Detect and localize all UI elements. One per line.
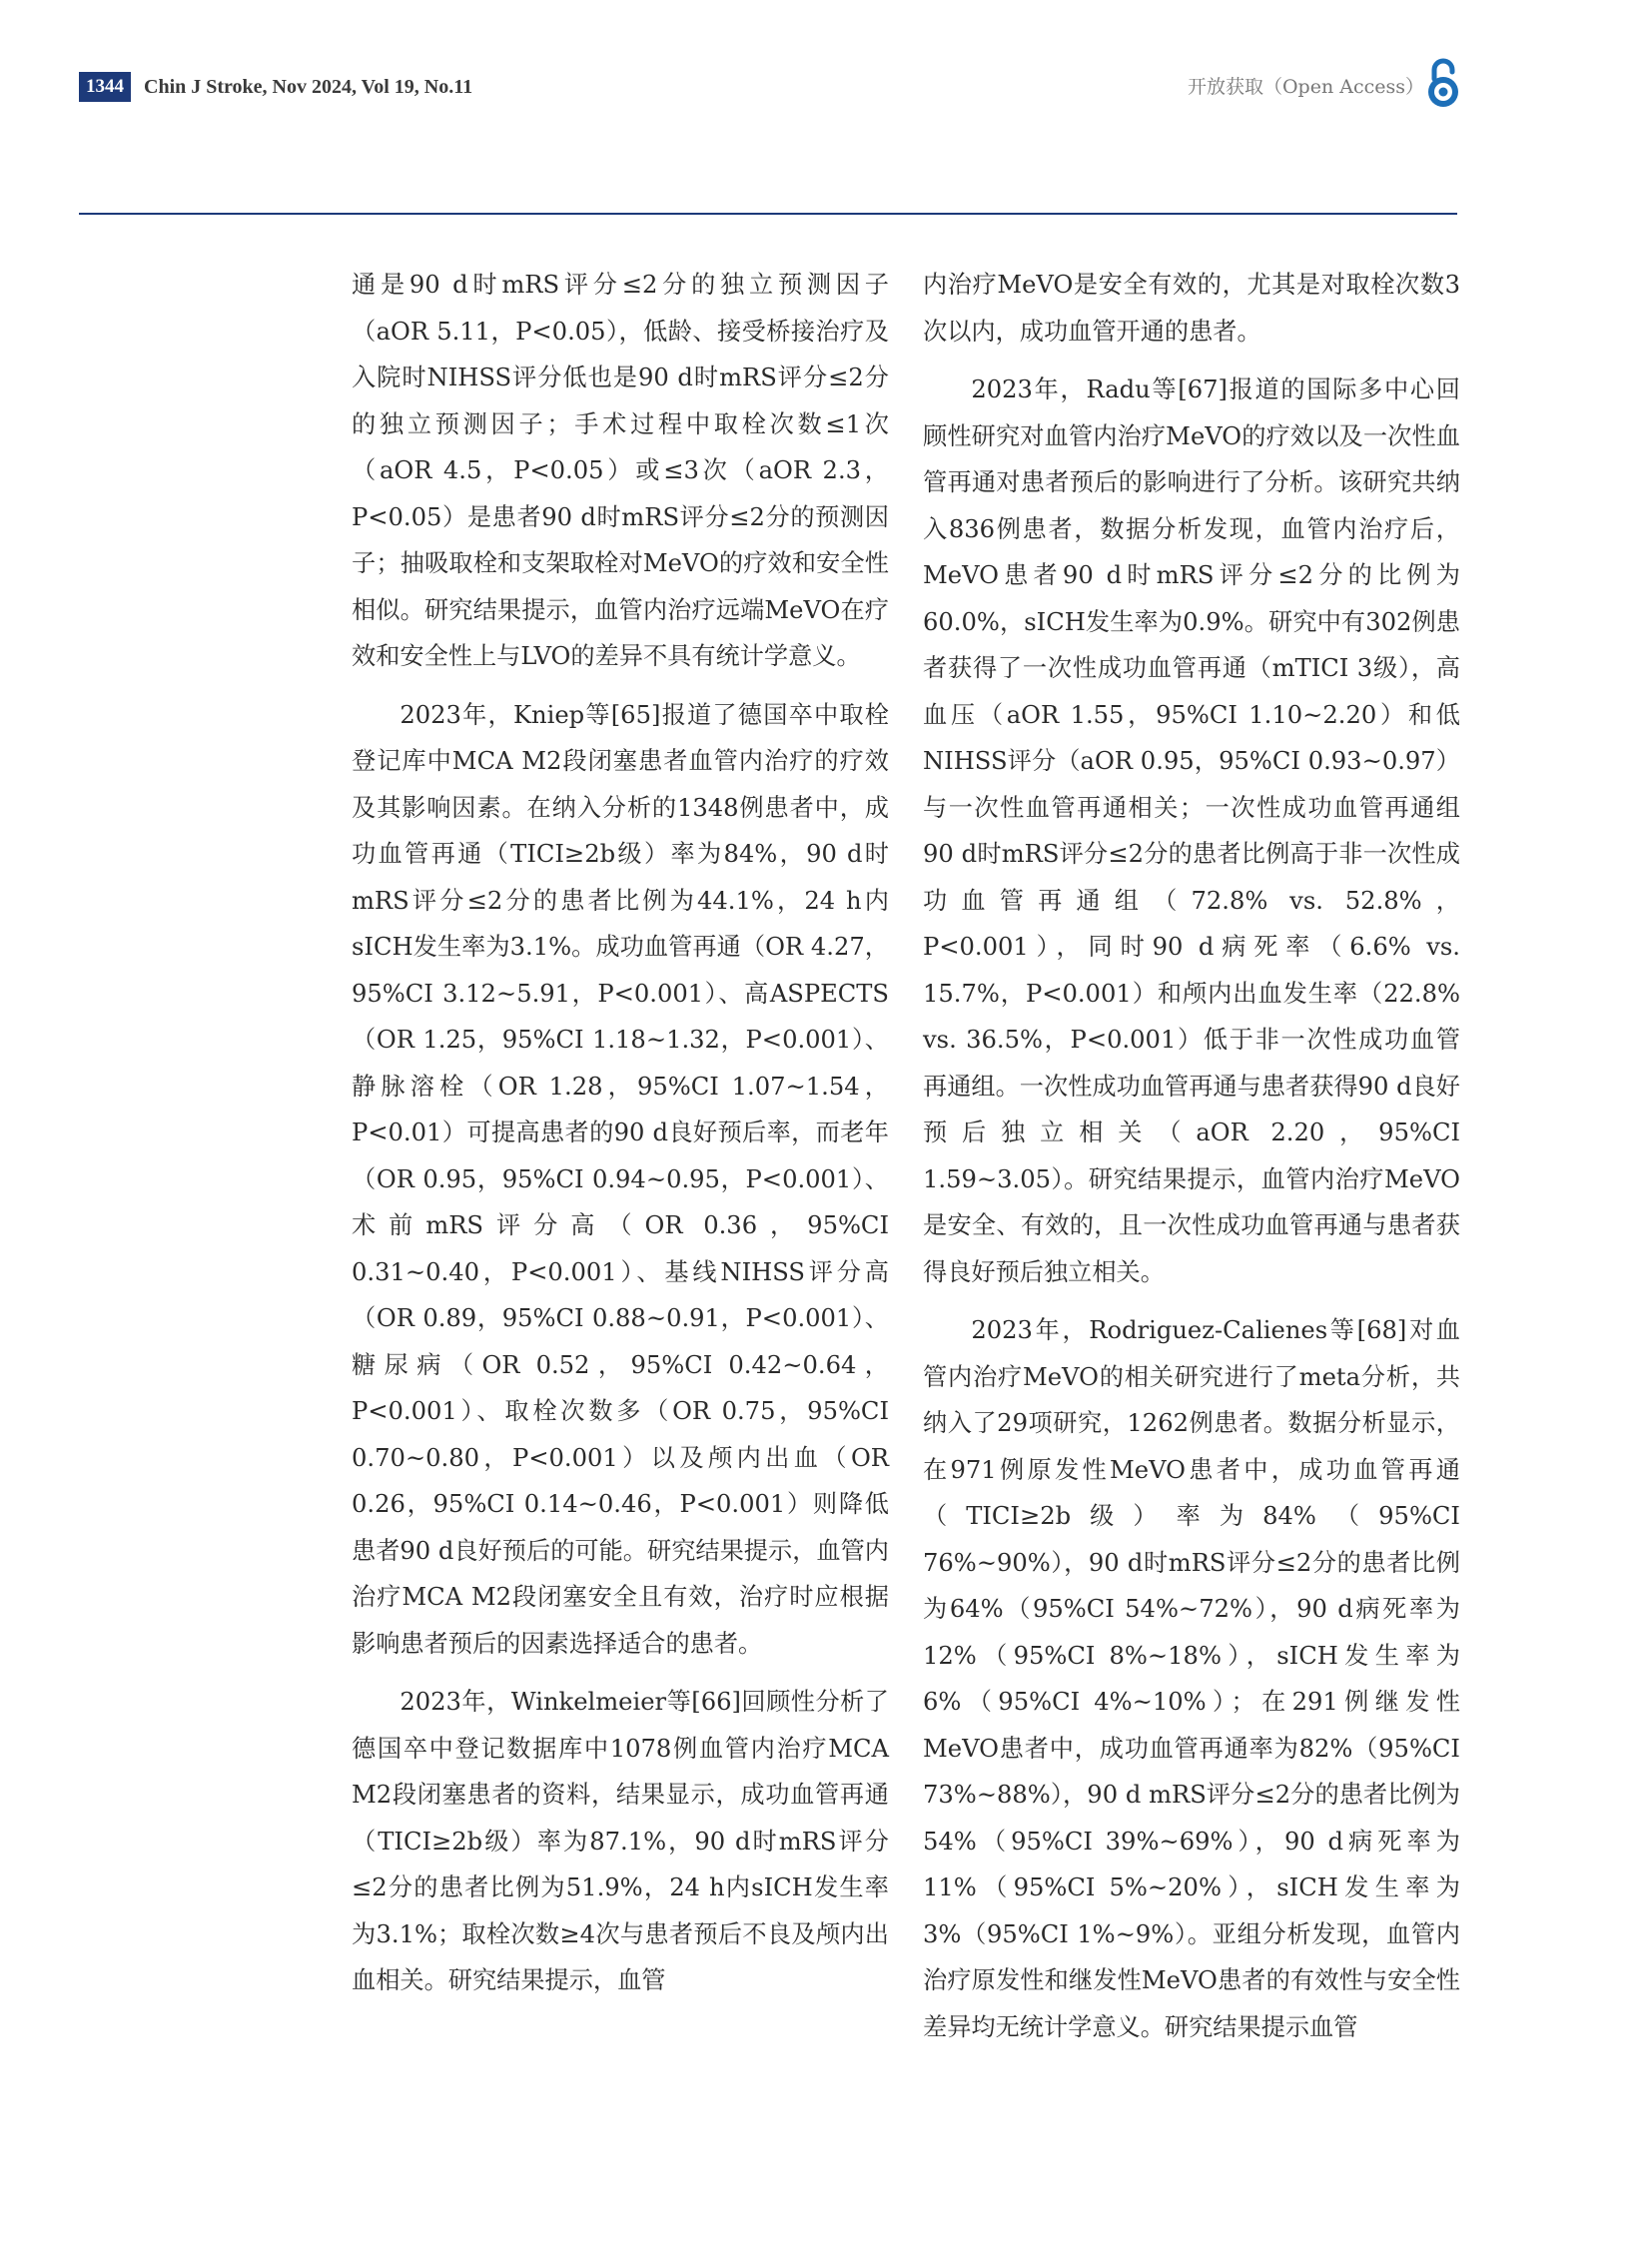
paragraph: 2023年，Radu等[67]报道的国际多中心回顾性研究对血管内治疗MeVO的疗效以及一次性血管再通对患者预后的影响进行了分析。该研究共纳入836例患者，数据分析发现，血管内治疗后，MeVO患者90 d时mRS评分≤2分的比例为60.0%，sICH发生率为0.9%。研究中有302例患者获得了一次性成功血管再通（mTICI 3级），高血压（aOR 1.55，95%CI 1.10~2.20）和低NIHSS评分（aOR 0.95，95%CI 0.93~0.97）与一次性血管再通相关；一次性成功血管再通组90 d时mRS评分≤2分的患者比例高于非一次性成功血管再通组（72.8% vs. 52.8%，P<0.001），同时90 d病死率（6.6% vs. 15.7%，P<0.001）和颅内出血发生率（22.8% vs. 36.5%，P<0.001）低于非一次性成功血管再通组。一次性成功血管再通与患者获得90 d良好预后独立相关（aOR 2.20，95%CI 1.59~3.05）。研究结果提示，血管内治疗MeVO是安全、有效的，且一次性成功血管再通与患者获得良好预后独立相关。 (923, 375, 1460, 1286)
open-access-label: 开放获取（Open Access） (1187, 76, 1424, 98)
paragraph: 内治疗MeVO是安全有效的，尤其是对取栓次数3次以内，成功血管开通的患者。 (923, 271, 1460, 346)
left-column (352, 262, 889, 2016)
paragraph: 通是90 d时mRS评分≤2分的独立预测因子（aOR 5.11，P<0.05），低龄、接受桥接治疗及入院时NIHSS评分低也是90 d时mRS评分≤2分的独立预测因子；手术过程中取栓次数≤1次（aOR 4.5，P<0.05）或≤3次（aOR 2.3，P<0.05）是患者90 d时mRS评分≤2分的预测因子；抽吸取栓和支架取栓对MeVO的疗效和安全性相似。研究结果提示，血管内治疗远端MeVO在疗效和安全性上与LVO的差异不具有统计学意义。 (352, 271, 889, 670)
page-header (0, 0, 1652, 220)
paragraph: 2023年，Rodriguez-Calienes等[68]对血管内治疗MeVO的相关研究进行了meta分析，共纳入了29项研究，1262例患者。数据分析显示，在971例原发性MeVO患者中，成功血管再通（TICI≥2b级）率为84%（95%CI 76%~90%），90 d时mRS评分≤2分的患者比例为64%（95%CI 54%~72%），90 d病死率为12%（95%CI 8%~18%），sICH发生率为6%（95%CI 4%~10%）；在291例继发性MeVO患者中，成功血管再通率为82%（95%CI 73%~88%），90 d mRS评分≤2分的患者比例为54%（95%CI 39%~69%），90 d病死率为11%（95%CI 5%~20%），sICH发生率为3%（95%CI 1%~9%）。亚组分析发现，血管内治疗原发性和继发性MeVO患者的有效性与安全性差异均无统计学意义。研究结果提示血管 (923, 1316, 1460, 2041)
right-column (923, 262, 1460, 2062)
header-rule (79, 213, 1457, 215)
page-number: 1344 (79, 72, 131, 102)
paragraph: 2023年，Winkelmeier等[66]回顾性分析了德国卒中登记数据库中1078例血管内治疗MCA M2段闭塞患者的资料，结果显示，成功血管再通（TICI≥2b级）率为87.1%，90 d时mRS评分≤2分的患者比例为51.9%，24 h内sICH发生率为3.1%；取栓次数≥4次与患者预后不良及颅内出血相关。研究结果提示，血管 (352, 1688, 889, 1994)
open-access-lock-icon (1424, 57, 1462, 109)
paragraph: 2023年，Kniep等[65]报道了德国卒中取栓登记库中MCA M2段闭塞患者血管内治疗的疗效及其影响因素。在纳入分析的1348例患者中，成功血管再通（TICI≥2b级）率为84%，90 d时mRS评分≤2分的患者比例为44.1%，24 h内sICH发生率为3.1%。成功血管再通（OR 4.27，95%CI 3.12~5.91，P<0.001）、高ASPECTS（OR 1.25，95%CI 1.18~1.32，P<0.001）、静脉溶栓（OR 1.28，95%CI 1.07~1.54，P<0.01）可提高患者的90 d良好预后率，而老年（OR 0.95，95%CI 0.94~0.95，P<0.001）、术前mRS评分高（OR 0.36，95%CI 0.31~0.40，P<0.001）、基线NIHSS评分高（OR 0.89，95%CI 0.88~0.91，P<0.001）、糖尿病（OR 0.52，95%CI 0.42~0.64，P<0.001）、取栓次数多（OR 0.75，95%CI 0.70~0.80，P<0.001）以及颅内出血（OR 0.26，95%CI 0.14~0.46，P<0.001）则降低患者90 d良好预后的可能。研究结果提示，血管内治疗MCA M2段闭塞安全且有效，治疗时应根据影响患者预后的因素选择适合的患者。 (352, 700, 889, 1658)
journal-citation: Chin J Stroke, Nov 2024, Vol 19, No.11 (144, 76, 473, 98)
